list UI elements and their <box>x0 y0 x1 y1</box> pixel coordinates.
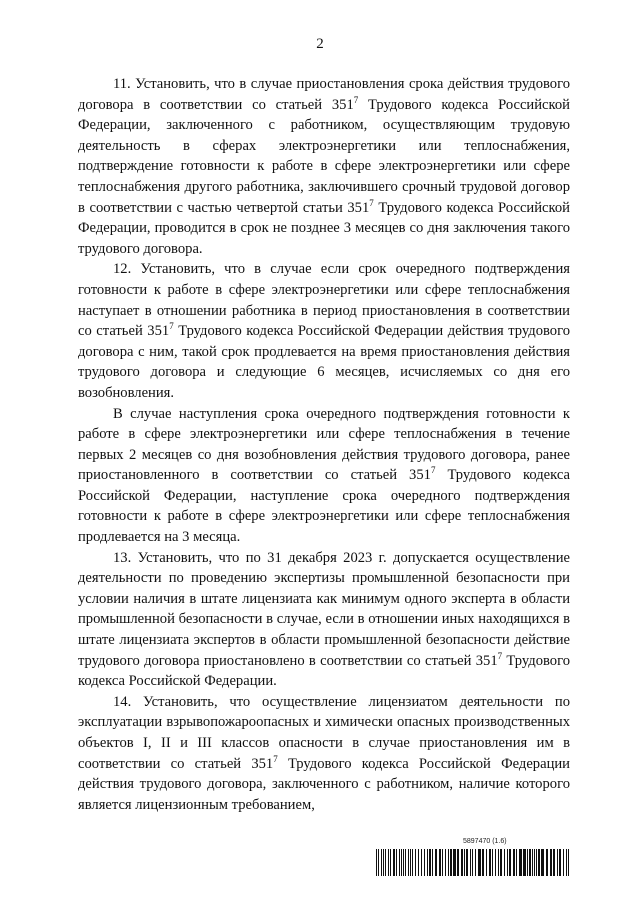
superscript: 7 <box>353 94 359 105</box>
superscript: 7 <box>430 465 436 476</box>
paragraph-text: Трудового кодекса Российской Федерации действия трудового договора, заключенного с работником, наличие которого является лицензионным требованием, <box>78 755 570 813</box>
paragraph-text: Трудового кодекса Российской Федерации, проводится в срок не позднее 3 месяцев со дня заключения такого трудового договора. <box>78 199 570 257</box>
document-body <box>78 74 570 815</box>
paragraph-text: 13. Установить, что по 31 декабря 2023 г. допускается осуществление деятельности по проведению экспертизы промышленной безопасности при условии наличия в штате лицензиата как минимум одного эксперта в области промышленной безопасности в случае, если в отношении иных находящихся в штате лицензиата экспертов в области промышленной безопасности действие трудового договора приостановлено в соответствии со статьей 351 <box>78 549 570 669</box>
paragraph-text: 11. Установить, что в случае приостановления срока действия трудового договора в соответствии со статьей 351 <box>78 76 570 113</box>
paragraph-text: В случае наступления срока очередного подтверждения готовности к работе в сфере электроэнергетики или сфере теплоснабжения в течение первых 2 месяцев со дня возобновления действия трудового договора, ранее приостановленного в соответствии со статьей 351 <box>78 405 570 484</box>
paragraph-14 <box>78 692 570 816</box>
paragraph-text: Трудового кодекса Российской Федерации, наступление срока очередного подтверждения готовности к работе в сфере электроэнергетики или сфере теплоснабжения продлевается на 3 месяца. <box>78 467 571 546</box>
page-number: 2 <box>316 36 324 52</box>
barcode-block <box>375 838 571 878</box>
barcode-caption: 5897470 (1.6) <box>463 838 507 845</box>
paragraph-text: Трудового кодекса Российской Федерации действия трудового договора с ним, такой срок продлевается на время приостановления действия трудового договора и следующие 6 месяцев, исчисляемых со дня его возобновления. <box>78 323 570 401</box>
paragraph-13 <box>78 548 570 692</box>
paragraph-text: 12. Установить, что в случае если срок очередного подтверждения готовности к работе в сфере электроэнергетики или сфере теплоснабжения наступает в отношении работника в период приостановления в соответствии со статьей 351 <box>78 261 570 340</box>
superscript: 7 <box>273 753 278 764</box>
barcode-icon <box>375 849 571 876</box>
paragraph-text: Трудового кодекса Российской Федерации. <box>78 652 570 690</box>
superscript: 7 <box>169 321 174 332</box>
superscript: 7 <box>497 650 503 661</box>
superscript: 7 <box>369 197 374 208</box>
paragraph-11 <box>78 74 570 259</box>
paragraph-text: 14. Установить, что осуществление лицензиатом деятельности по эксплуатации взрывопожароопасных и химически опасных производственных объектов I, II и III классов опасности в случае приостановления им в соответствии со статьей 351 <box>78 693 570 772</box>
paragraph-12 <box>78 259 570 403</box>
paragraph-12-continued <box>78 404 570 548</box>
paragraph-text: Трудового кодекса Российской Федерации, заключенного с работником, осуществляющим трудовую деятельность в сферах электроэнергетики или теплоснабжения, подтверждение готовности к работе в сфере электроэнергетики или сфере теплоснабжения другого работника, заключившего срочный трудовой договор в соответствии с частью четвертой статьи 351 <box>78 96 570 216</box>
